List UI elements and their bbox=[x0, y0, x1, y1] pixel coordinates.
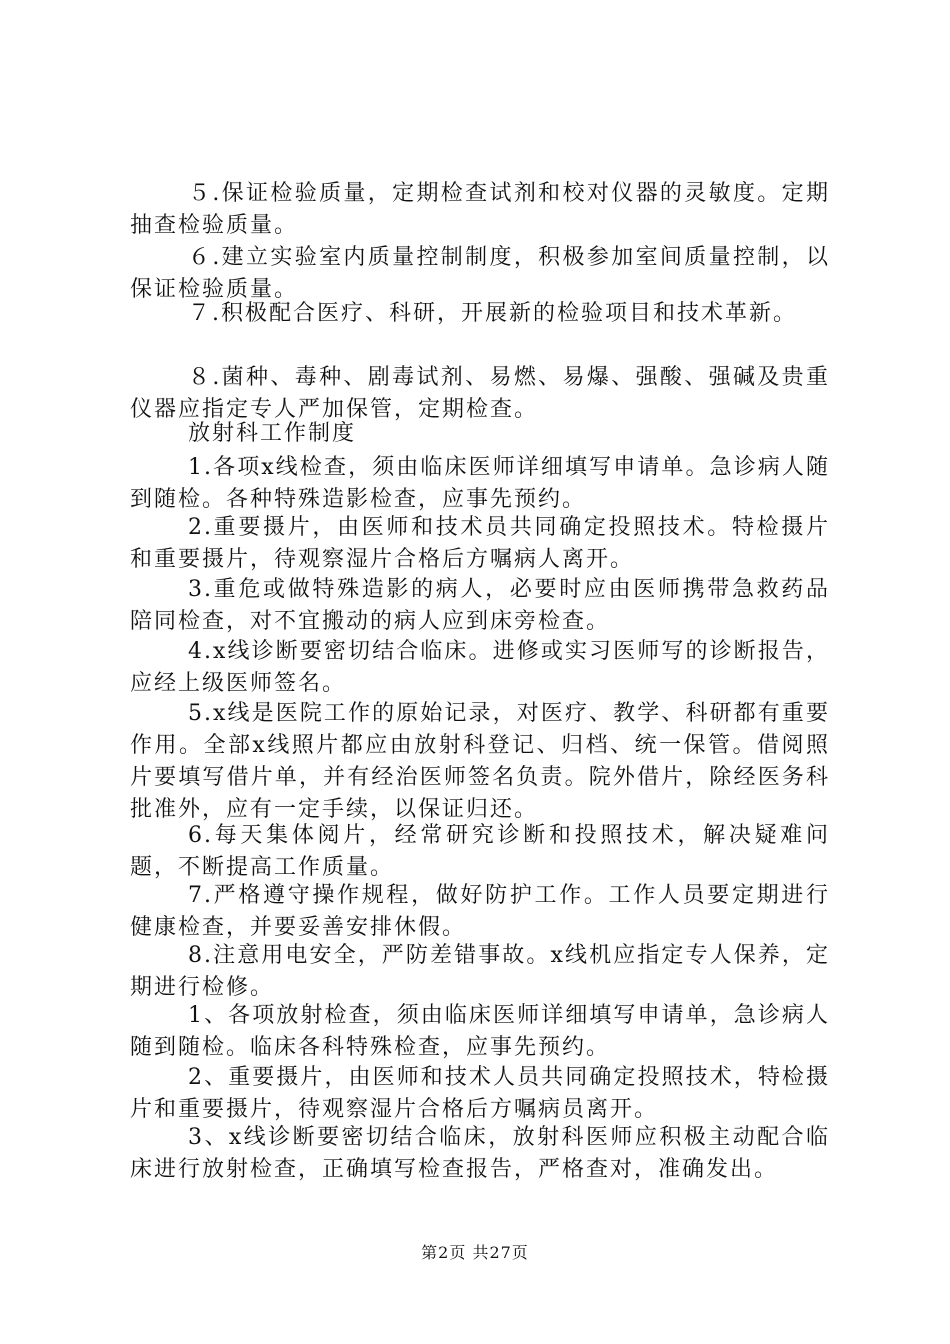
paragraph-item-8-storage: ８.菌种、毒种、剧毒试剂、易燃、易爆、强酸、强碱及贵重仪器应指定专人严加保管，定期检查。 bbox=[130, 365, 830, 422]
radiology-rule-5: 5.x线是医院工作的原始记录，对医疗、教学、科研都有重要作用。全部x线照片都应由放射科登记、归档、统一保管。借阅照片要填写借片单，并有经治医师签名负责。院外借片，除经医务科批准外，应有一定手续，以保证归还。 bbox=[130, 701, 830, 822]
radiology-rule-6: 6.每天集体阅片，经常研究诊断和投照技术，解决疑难问题，不断提高工作质量。 bbox=[130, 823, 830, 880]
paragraph-item-6-quality-control: ６.建立实验室内质量控制制度，积极参加室间质量控制，以保证检验质量。 bbox=[130, 245, 830, 302]
radiology-rule-8: 8.注意用电安全，严防差错事故。x线机应指定专人保养，定期进行检修。 bbox=[130, 943, 830, 1000]
radiology-rule-2: 2.重要摄片，由医师和技术员共同确定投照技术。特检摄片和重要摄片，待观察湿片合格后方嘱病人离开。 bbox=[130, 515, 830, 572]
radiology-item-1: 1、各项放射检查，须由临床医师详细填写申请单，急诊病人随到随检。临床各科特殊检查，应事先预约。 bbox=[130, 1003, 830, 1060]
paragraph-item-7-research: ７.积极配合医疗、科研，开展新的检验项目和技术革新。 bbox=[188, 301, 797, 326]
radiology-rule-7: 7.严格遵守操作规程，做好防护工作。工作人员要定期进行健康检查，并要妥善安排休假。 bbox=[130, 883, 830, 940]
radiology-rule-4: 4.x线诊断要密切结合临床。进修或实习医师写的诊断报告，应经上级医师签名。 bbox=[130, 639, 830, 696]
section-heading-radiology-rules: 放射科工作制度 bbox=[188, 421, 357, 446]
radiology-item-2: 2、重要摄片，由医师和技术人员共同确定投照技术，特检摄片和重要摄片，待观察湿片合格后方嘱病员离开。 bbox=[130, 1065, 830, 1122]
radiology-rule-1: 1.各项x线检查，须由临床医师详细填写申请单。急诊病人随到随检。各种特殊造影检查，应事先预约。 bbox=[130, 455, 830, 512]
page-footer: 第2页 共27页 bbox=[421, 1243, 529, 1262]
radiology-item-3: 3、x线诊断要密切结合临床，放射科医师应积极主动配合临床进行放射检查，正确填写检查报告，严格查对，准确发出。 bbox=[130, 1125, 830, 1182]
radiology-rule-3: 3.重危或做特殊造影的病人，必要时应由医师携带急救药品陪同检查，对不宜搬动的病人应到床旁检查。 bbox=[130, 577, 830, 634]
paragraph-item-5-quality: ５.保证检验质量，定期检查试剂和校对仪器的灵敏度。定期抽查检验质量。 bbox=[130, 181, 830, 238]
